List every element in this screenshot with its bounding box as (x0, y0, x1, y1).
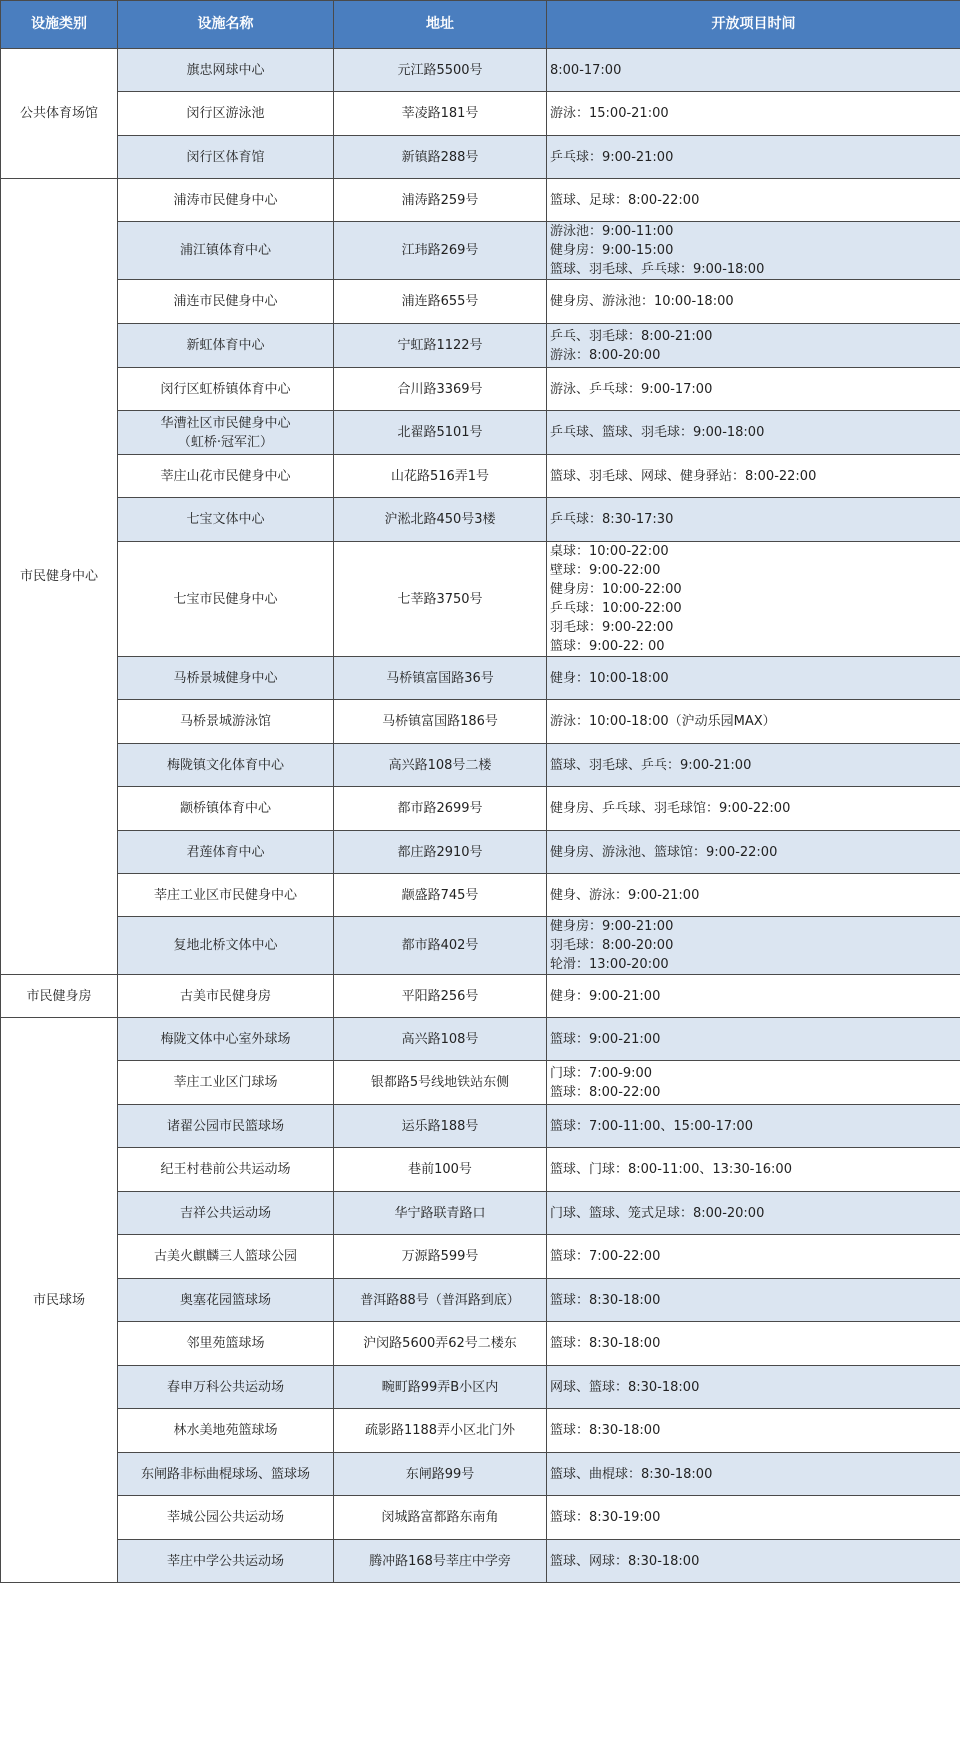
open-times-cell (547, 700, 960, 744)
header-open-times: 开放项目时间 (547, 1, 960, 49)
open-time-line: 健身房：9:00-15:00 (550, 243, 674, 258)
facility-name-line: 东闸路非标曲棍球场、篮球场 (140, 1466, 310, 1482)
facility-name-line: 莘庄工业区市民健身中心 (153, 887, 297, 903)
open-times-cell (547, 179, 960, 222)
facility-name-cell (118, 874, 334, 917)
table-row (1, 917, 960, 975)
facility-name-line: 闵行区虹桥镇体育中心 (160, 381, 291, 397)
table-row (1, 744, 960, 787)
open-time-line: 篮球、羽毛球、乒乓球：9:00-18:00 (550, 262, 765, 277)
open-time-line: 篮球、羽毛球、乒乓：9:00-21:00 (550, 757, 752, 773)
address-cell: 浦连路655号 (334, 280, 547, 324)
open-time-line: 篮球：9:00-22: 00 (550, 639, 665, 654)
table-row (1, 1409, 960, 1453)
table-row (1, 136, 960, 179)
facility-name-cell (118, 700, 334, 744)
address-cell: 北翟路5101号 (334, 411, 547, 455)
open-times-cell (547, 1366, 960, 1409)
open-time-line: 游泳：8:00-20:00 (550, 347, 661, 363)
open-time-line: 健身：10:00-18:00 (550, 670, 669, 686)
address-cell: 万源路599号 (334, 1235, 547, 1279)
address-cell: 马桥镇富国路186号 (334, 700, 547, 744)
open-times-cell (547, 1235, 960, 1279)
address-cell: 普洱路88号（普洱路到底） (334, 1279, 547, 1322)
open-time-line: 篮球：8:00-22:00 (550, 1084, 661, 1100)
facility-name-cell (118, 49, 334, 92)
open-time-line: 乒乓球：10:00-22:00 (550, 601, 682, 616)
table-row (1, 92, 960, 136)
table-row (1, 657, 960, 700)
facility-name-line: 梅陇镇文化体育中心 (166, 757, 284, 773)
table-row (1, 1496, 960, 1540)
facility-name-cell (118, 831, 334, 874)
address-cell: 运乐路188号 (334, 1105, 547, 1148)
facility-name-line: （虹桥·冠军汇） (177, 434, 274, 450)
facility-name-cell (118, 917, 334, 975)
facility-name-cell (118, 1061, 334, 1105)
table-row (1, 1148, 960, 1192)
open-times-cell (547, 1540, 960, 1583)
facility-name-cell (118, 975, 334, 1018)
open-time-line: 网球、篮球：8:30-18:00 (550, 1379, 700, 1395)
open-time-line: 壁球：9:00-22:00 (550, 563, 661, 578)
open-time-line: 乒乓球、篮球、羽毛球：9:00-18:00 (550, 425, 765, 440)
address-cell: 七莘路3750号 (334, 542, 547, 657)
address-cell: 元江路5500号 (334, 49, 547, 92)
open-time-line: 健身房、乒乓球、羽毛球馆：9:00-22:00 (550, 801, 791, 816)
facility-name-line: 旗忠网球中心 (186, 62, 265, 78)
table-row (1, 324, 960, 368)
open-times-cell (547, 136, 960, 179)
address-cell: 平阳路256号 (334, 975, 547, 1018)
table-row (1, 1540, 960, 1583)
open-times-cell (547, 92, 960, 136)
open-time-line: 健身：9:00-21:00 (550, 988, 661, 1004)
open-time-line: 游泳、乒乓球：9:00-17:00 (550, 381, 713, 397)
open-time-line: 健身、游泳：9:00-21:00 (550, 887, 700, 903)
facility-name-cell (118, 1322, 334, 1366)
address-cell: 高兴路108号二楼 (334, 744, 547, 787)
address-cell: 宁虹路1122号 (334, 324, 547, 368)
open-times-cell (547, 542, 960, 657)
open-times-cell (547, 917, 960, 975)
open-time-line: 健身房：9:00-21:00 (550, 919, 674, 934)
open-times-cell (547, 744, 960, 787)
facility-name-cell (118, 1453, 334, 1496)
facility-name-line: 古美市民健身房 (179, 988, 271, 1004)
open-time-line: 篮球、门球：8:00-11:00、13:30-16:00 (550, 1162, 792, 1177)
facility-name-cell (118, 1409, 334, 1453)
facility-name-cell (118, 1192, 334, 1235)
address-cell: 东闸路99号 (334, 1453, 547, 1496)
open-times-cell (547, 975, 960, 1018)
table-row (1, 1105, 960, 1148)
table-row (1, 831, 960, 874)
open-time-line: 游泳：10:00-18:00（沪动乐园MAX） (550, 714, 776, 729)
address-cell: 马桥镇富国路36号 (334, 657, 547, 700)
facility-name-line: 诸翟公园市民篮球场 (166, 1118, 284, 1134)
facility-name-cell (118, 657, 334, 700)
address-cell: 疏影路1188弄小区北门外 (334, 1409, 547, 1453)
table-row (1, 700, 960, 744)
open-time-line: 游泳池：9:00-11:00 (550, 224, 674, 239)
open-time-line: 门球：7:00-9:00 (550, 1065, 653, 1081)
facility-name-cell (118, 411, 334, 455)
table-row (1, 542, 960, 657)
open-times-cell (547, 498, 960, 542)
table-row (1, 1453, 960, 1496)
facility-name-cell (118, 787, 334, 831)
address-cell: 畹町路99弄B小区内 (334, 1366, 547, 1409)
address-cell: 新镇路288号 (334, 136, 547, 179)
facility-name-line: 马桥景城游泳馆 (179, 714, 271, 729)
facility-name-cell (118, 92, 334, 136)
open-times-cell (547, 455, 960, 498)
facility-name-line: 七宝文体中心 (186, 512, 265, 527)
address-cell: 都市路402号 (334, 917, 547, 975)
table-row (1, 368, 960, 411)
open-times-cell (547, 1279, 960, 1322)
open-times-cell (547, 411, 960, 455)
category-cell: 市民健身中心 (1, 179, 118, 975)
open-time-line: 轮滑：13:00-20:00 (550, 957, 669, 972)
facility-name-cell (118, 179, 334, 222)
facility-name-line: 纪王村巷前公共运动场 (160, 1162, 291, 1177)
facility-name-line: 奥塞花园篮球场 (179, 1292, 271, 1308)
facility-name-line: 莘庄工业区门球场 (173, 1075, 278, 1090)
address-cell: 颛盛路745号 (334, 874, 547, 917)
open-times-cell (547, 222, 960, 280)
facility-name-cell (118, 368, 334, 411)
table-row (1, 1279, 960, 1322)
facility-name-line: 浦连市民健身中心 (173, 294, 278, 309)
open-time-line: 篮球、羽毛球、网球、健身驿站：8:00-22:00 (550, 468, 817, 484)
facility-name-line: 浦江镇体育中心 (179, 243, 271, 258)
open-time-line: 篮球：9:00-21:00 (550, 1031, 661, 1047)
open-times-cell (547, 657, 960, 700)
address-cell: 合川路3369号 (334, 368, 547, 411)
facility-name-cell (118, 542, 334, 657)
facility-name-cell (118, 1105, 334, 1148)
facility-name-line: 林水美地苑篮球场 (173, 1423, 278, 1438)
open-time-line: 篮球：7:00-11:00、15:00-17:00 (550, 1118, 753, 1134)
address-cell: 江玮路269号 (334, 222, 547, 280)
open-time-line: 乒乓球：8:30-17:30 (550, 512, 674, 527)
facility-name-line: 复地北桥文体中心 (173, 938, 278, 953)
table-row (1, 874, 960, 917)
open-times-cell (547, 1148, 960, 1192)
address-cell: 闵城路富都路东南角 (334, 1496, 547, 1540)
facility-name-line: 莘庄中学公共运动场 (166, 1553, 284, 1569)
open-times-cell (547, 49, 960, 92)
open-times-cell (547, 1061, 960, 1105)
open-time-line: 篮球、曲棍球：8:30-18:00 (550, 1466, 713, 1482)
open-time-line: 乒乓球：9:00-21:00 (550, 149, 674, 165)
facility-name-cell (118, 1148, 334, 1192)
facility-name-cell (118, 222, 334, 280)
table-row (1, 1061, 960, 1105)
table-row (1, 1192, 960, 1235)
address-cell: 莘凌路181号 (334, 92, 547, 136)
table-row (1, 787, 960, 831)
open-times-cell (547, 1018, 960, 1061)
facility-name-line: 马桥景城健身中心 (173, 670, 278, 686)
open-times-cell (547, 787, 960, 831)
facility-name-cell (118, 136, 334, 179)
address-cell: 沪闵路5600弄62号二楼东 (334, 1322, 547, 1366)
open-time-line: 乒乓、羽毛球：8:00-21:00 (550, 328, 713, 344)
open-time-line: 8:00-17:00 (550, 62, 622, 78)
open-times-cell (547, 324, 960, 368)
open-time-line: 健身房：10:00-22:00 (550, 582, 682, 597)
header-address: 地址 (334, 1, 547, 49)
facility-name-line: 古美火麒麟三人篮球公园 (153, 1249, 297, 1264)
open-times-cell (547, 874, 960, 917)
table-row (1, 411, 960, 455)
open-time-line: 篮球、网球：8:30-18:00 (550, 1553, 700, 1569)
open-times-cell (547, 1453, 960, 1496)
open-times-cell (547, 1192, 960, 1235)
open-times-cell (547, 368, 960, 411)
table-header-row (1, 1, 960, 49)
facility-name-line: 七宝市民健身中心 (173, 591, 278, 607)
open-time-line: 篮球：8:30-18:00 (550, 1292, 661, 1308)
facility-name-cell (118, 744, 334, 787)
table-row (1, 455, 960, 498)
open-time-line: 篮球：8:30-18:00 (550, 1423, 661, 1438)
facility-name-line: 闵行区游泳池 (186, 106, 265, 121)
address-cell: 巷前100号 (334, 1148, 547, 1192)
address-cell: 都庄路2910号 (334, 831, 547, 874)
table-row (1, 222, 960, 280)
table-row (1, 975, 960, 1018)
facility-name-cell (118, 1235, 334, 1279)
table-row (1, 1235, 960, 1279)
table-body (1, 49, 960, 1583)
address-cell: 沪淞北路450号3楼 (334, 498, 547, 542)
open-time-line: 篮球：7:00-22:00 (550, 1249, 661, 1264)
open-time-line: 篮球、足球：8:00-22:00 (550, 192, 700, 208)
table-row (1, 280, 960, 324)
open-time-line: 健身房、游泳池：10:00-18:00 (550, 294, 734, 309)
facility-name-line: 莘城公园公共运动场 (166, 1510, 284, 1525)
facility-name-cell (118, 1540, 334, 1583)
table-row (1, 1322, 960, 1366)
address-cell: 高兴路108号 (334, 1018, 547, 1061)
facility-name-line: 颛桥镇体育中心 (179, 801, 271, 816)
category-cell: 公共体育场馆 (1, 49, 118, 179)
address-cell: 浦涛路259号 (334, 179, 547, 222)
open-time-line: 羽毛球：9:00-22:00 (550, 620, 674, 635)
facility-name-cell (118, 498, 334, 542)
category-cell: 市民健身房 (1, 975, 118, 1018)
facility-name-cell (118, 1496, 334, 1540)
header-facility-name: 设施名称 (118, 1, 334, 49)
category-cell: 市民球场 (1, 1018, 118, 1583)
facility-name-line: 邻里苑篮球场 (186, 1336, 265, 1351)
facility-name-line: 莘庄山花市民健身中心 (160, 468, 291, 484)
facility-name-line: 春申万科公共运动场 (166, 1379, 284, 1395)
open-times-cell (547, 280, 960, 324)
open-times-cell (547, 1105, 960, 1148)
address-cell: 银都路5号线地铁站东侧 (334, 1061, 547, 1105)
open-time-line: 篮球：8:30-19:00 (550, 1510, 661, 1525)
facility-name-line: 君莲体育中心 (186, 844, 265, 860)
facility-name-cell (118, 1279, 334, 1322)
facility-name-cell (118, 1018, 334, 1061)
open-times-cell (547, 1496, 960, 1540)
table-row (1, 1366, 960, 1409)
address-cell: 山花路516弄1号 (334, 455, 547, 498)
facility-name-line: 新虹体育中心 (186, 338, 265, 353)
open-time-line: 篮球：8:30-18:00 (550, 1336, 661, 1351)
open-time-line: 桌球：10:00-22:00 (550, 544, 669, 559)
header-category: 设施类别 (1, 1, 118, 49)
open-times-cell (547, 1322, 960, 1366)
open-time-line: 门球、篮球、笼式足球：8:00-20:00 (550, 1205, 765, 1221)
open-times-cell (547, 831, 960, 874)
address-cell: 都市路2699号 (334, 787, 547, 831)
open-time-line: 游泳：15:00-21:00 (550, 106, 669, 121)
facility-name-line: 梅陇文体中心室外球场 (160, 1031, 291, 1047)
facility-name-line: 吉祥公共运动场 (179, 1205, 271, 1221)
address-cell: 华宁路联青路口 (334, 1192, 547, 1235)
facility-name-cell (118, 1366, 334, 1409)
facility-name-line: 浦涛市民健身中心 (173, 192, 278, 208)
table-row (1, 49, 960, 92)
facility-name-cell (118, 455, 334, 498)
facility-name-line: 华漕社区市民健身中心 (160, 415, 291, 431)
open-time-line: 羽毛球：8:00-20:00 (550, 938, 674, 953)
address-cell: 腾冲路168号莘庄中学旁 (334, 1540, 547, 1583)
open-time-line: 健身房、游泳池、篮球馆：9:00-22:00 (550, 844, 778, 860)
table-row (1, 498, 960, 542)
table-row (1, 1018, 960, 1061)
open-times-cell (547, 1409, 960, 1453)
table-row (1, 179, 960, 222)
facility-name-line: 闵行区体育馆 (186, 149, 265, 165)
facility-name-cell (118, 324, 334, 368)
facility-name-cell (118, 280, 334, 324)
